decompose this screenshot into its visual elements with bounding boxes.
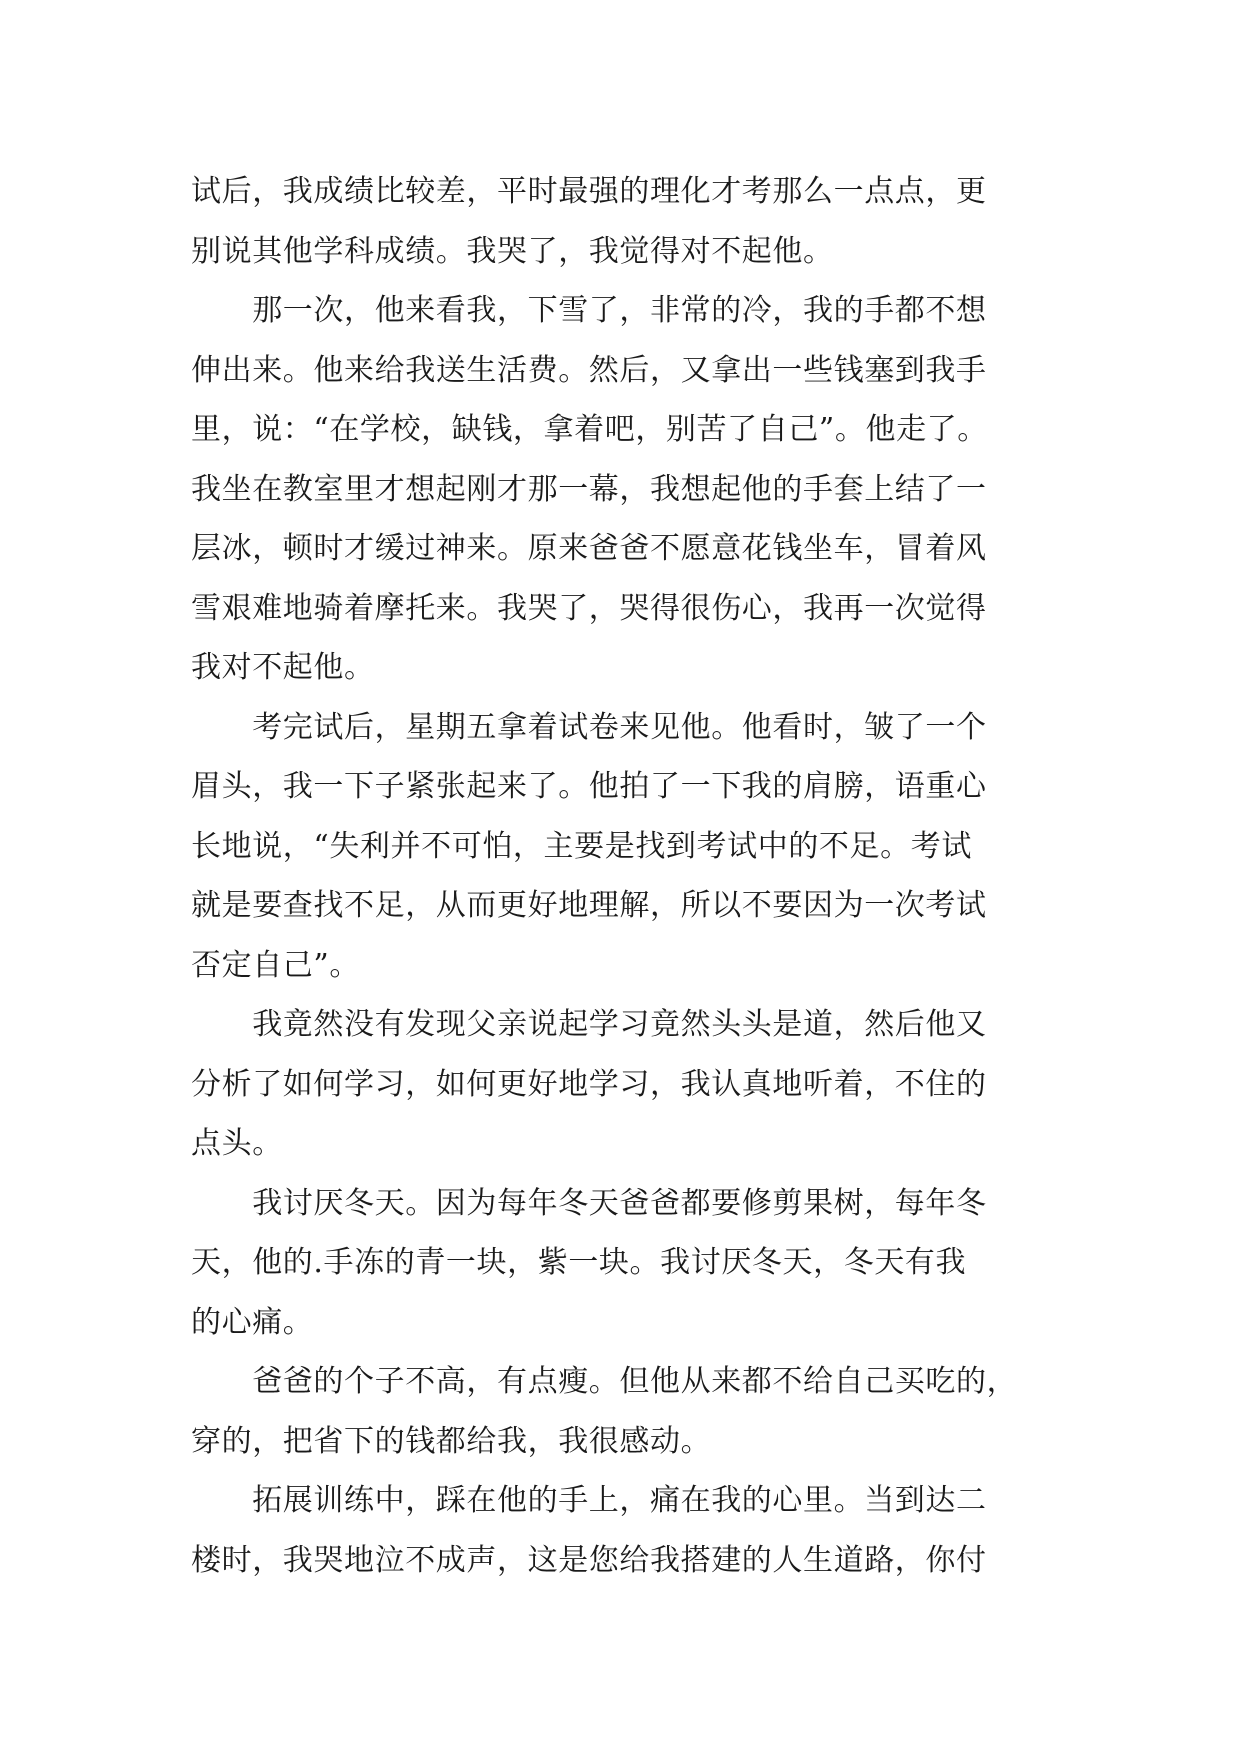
- text-line: 分析了如何学习，如何更好地学习，我认真地听着，不住的: [191, 1066, 987, 1102]
- text-line: 我讨厌冬天。因为每年冬天爸爸都要修剪果树，每年冬: [191, 1185, 987, 1221]
- text-line: 否定自己”。: [191, 947, 360, 983]
- text-line: 里，说：“在学校，缺钱，拿着吧，别苦了自己”。他走了。: [191, 412, 988, 447]
- text-line: 眉头，我一下子紧张起来了。他拍了一下我的肩膀，语重心: [191, 769, 987, 804]
- text-line: 就是要查找不足，从而更好地理解，所以不要因为一次考试: [191, 888, 987, 923]
- text-line: 别说其他学科成绩。我哭了，我觉得对不起他。: [191, 233, 834, 269]
- text-line: 拓展训练中，踩在他的手上，痛在我的心里。当到达二: [191, 1483, 987, 1518]
- text-line: 那一次，他来看我，下雪了，非常的冷，我的手都不想: [191, 293, 987, 328]
- body-text: [191, 162, 1071, 1590]
- text-line: 我坐在教室里才想起刚才那一幕，我想起他的手套上结了一: [191, 471, 987, 507]
- text-line: 试后，我成绩比较差，平时最强的理化才考那么一点点，更: [191, 174, 987, 209]
- text-line: 楼时，我哭地泣不成声，这是您给我搭建的人生道路，你付: [191, 1542, 987, 1578]
- text-line: 的心痛。: [191, 1304, 314, 1340]
- text-line: 穿的，把省下的钱都给我，我很感动。: [191, 1423, 712, 1459]
- text-line: 考完试后，星期五拿着试卷来见他。他看时，皱了一个: [191, 709, 987, 745]
- text-line: 伸出来。他来给我送生活费。然后，又拿出一些钱塞到我手: [191, 352, 987, 388]
- text-line: 爸爸的个子不高，有点瘦。但他从来都不给自己买吃的，: [191, 1364, 1018, 1399]
- text-line: 我对不起他。: [191, 650, 375, 685]
- text-line: 天，他的.手冻的青一块，紫一块。我讨厌冬天，冬天有我: [191, 1245, 967, 1280]
- text-line: 点头。: [191, 1126, 283, 1161]
- text-line: 长地说，“失利并不可怕，主要是找到考试中的不足。考试: [191, 828, 972, 864]
- text-line: 层冰，顿时才缓过神来。原来爸爸不愿意花钱坐车，冒着风: [191, 531, 987, 566]
- text-line: 我竟然没有发现父亲说起学习竟然头头是道，然后他又: [191, 1007, 987, 1042]
- text-line: 雪艰难地骑着摩托来。我哭了，哭得很伤心，我再一次觉得: [191, 590, 987, 626]
